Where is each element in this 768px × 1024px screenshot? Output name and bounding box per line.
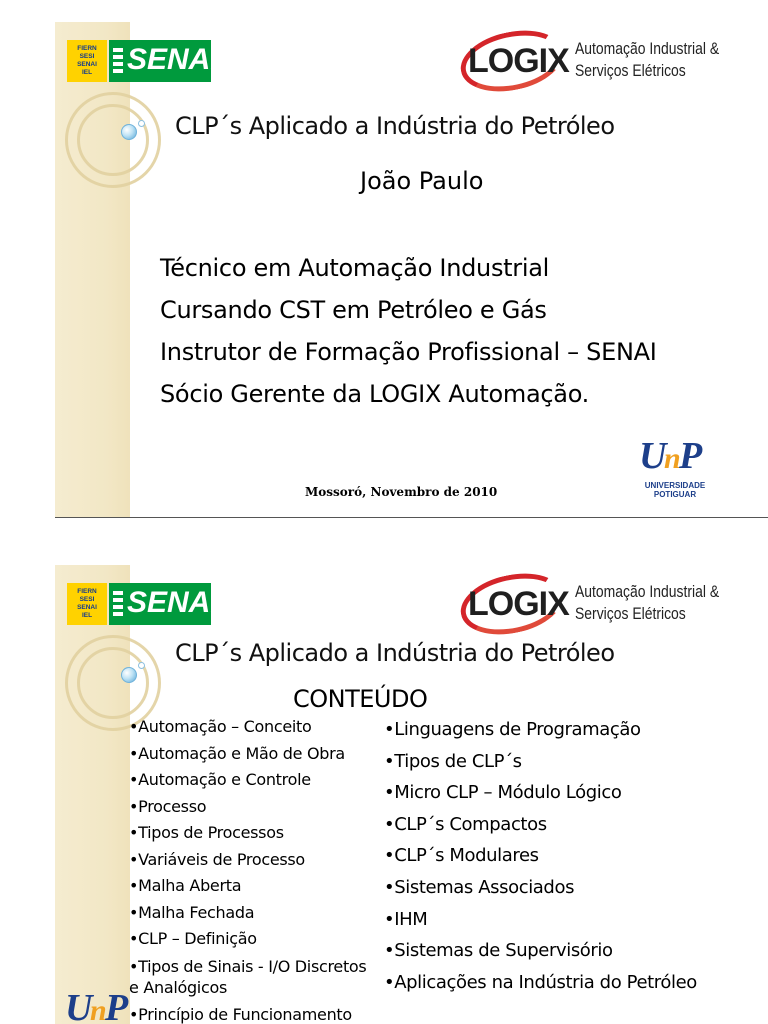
unp-logo <box>63 987 139 1024</box>
unp-mark-letter: P <box>679 435 703 477</box>
unp-mark-letter: P <box>105 987 129 1024</box>
content-item: •IHM <box>384 908 428 930</box>
senai-logo-badge <box>67 583 107 625</box>
logix-logo <box>460 30 570 90</box>
credential-item: Instrutor de Formação Profissional – SENAI <box>160 338 657 366</box>
unp-mark-letter: n <box>90 994 107 1024</box>
content-list-right <box>384 714 764 998</box>
senai-logo-line: FIERN <box>77 45 97 52</box>
logix-tagline-line: Automação Industrial & <box>575 582 720 601</box>
credential-item: Técnico em Automação Industrial <box>160 254 549 282</box>
unp-mark-letter: n <box>664 442 681 475</box>
bubble-icon <box>121 124 137 140</box>
logix-logo <box>460 573 570 633</box>
decorative-ring <box>77 104 149 176</box>
senai-logo-text: SENAI <box>127 43 219 76</box>
content-item: •CLP – Definição <box>129 929 257 948</box>
unp-name <box>637 481 713 499</box>
bubble-icon <box>121 667 137 683</box>
logix-tagline-line: Serviços Elétricos <box>575 61 686 80</box>
senai-logo-line: SENAI <box>77 61 97 68</box>
decorative-side-band <box>55 565 130 1024</box>
unp-mark-icon <box>65 987 137 1024</box>
content-item: •Aplicações na Indústria do Petróleo <box>384 971 697 993</box>
senai-logo-badge <box>67 40 107 82</box>
content-item: •Tipos de Processos <box>129 823 284 842</box>
unp-mark-letter: U <box>65 987 93 1024</box>
decorative-ring <box>77 647 149 719</box>
senai-stripes-icon <box>113 48 123 74</box>
logix-tagline <box>575 38 765 82</box>
content-item: •Princípio de Funcionamento <box>129 1004 352 1024</box>
content-item: •Sistemas Associados <box>384 876 575 898</box>
slide-title: CLP´s Aplicado a Indústria do Petróleo <box>175 639 615 667</box>
content-item: •Automação e Controle <box>129 770 311 789</box>
content-item: •Variáveis de Processo <box>129 849 305 869</box>
content-item: •Micro CLP – Módulo Lógico <box>384 782 622 804</box>
credential-item: Cursando CST em Petróleo e Gás <box>160 296 547 324</box>
content-item: •Automação e Mão de Obra <box>129 743 345 763</box>
logix-tagline <box>575 581 765 625</box>
content-item: •CLP´s Modulares <box>384 845 539 867</box>
senai-logo-wordmark <box>109 40 219 82</box>
content-item: •Malha Fechada <box>129 902 255 922</box>
senai-logo <box>67 40 219 82</box>
senai-logo-line: IEL <box>81 612 93 619</box>
senai-logo-line: IEL <box>81 69 93 76</box>
senai-logo-line: SESI <box>79 53 95 60</box>
unp-name-line: POTIGUAR <box>653 490 697 499</box>
credentials-list <box>160 247 657 415</box>
logix-tagline-line: Automação Industrial & <box>575 39 720 58</box>
content-item: •Automação – Conceito <box>129 717 312 736</box>
credential-item: Sócio Gerente da LOGIX Automação. <box>160 380 590 408</box>
author-name: João Paulo <box>360 167 484 195</box>
logix-logo-text: LOGIX <box>468 42 569 80</box>
content-item: •Processo <box>129 796 207 816</box>
senai-stripes-icon <box>113 591 123 617</box>
content-item: •Tipos de CLP´s <box>384 750 522 772</box>
senai-logo-line: SESI <box>79 596 95 603</box>
slide-1 <box>55 22 768 518</box>
content-list-left <box>129 714 369 1024</box>
content-item: •Tipos de Sinais - I/O Discretos e Analógicos <box>129 956 367 997</box>
unp-mark-icon <box>639 435 711 478</box>
unp-logo <box>637 435 713 512</box>
content-item: •Malha Aberta <box>129 876 242 895</box>
slide-title: CLP´s Aplicado a Indústria do Petróleo <box>175 112 615 140</box>
content-item: •Linguagens de Programação <box>384 719 641 740</box>
content-item: •Sistemas de Supervisório <box>384 940 613 962</box>
senai-logo-line: SENAI <box>77 604 97 611</box>
content-heading: CONTEÚDO <box>293 685 428 713</box>
unp-mark-letter: U <box>639 435 667 477</box>
logix-tagline-line: Serviços Elétricos <box>575 604 686 623</box>
bubble-icon <box>138 120 145 127</box>
senai-logo-text: SENAI <box>127 586 219 619</box>
senai-logo-line: FIERN <box>77 588 97 595</box>
unp-name-line: UNIVERSIDADE <box>644 481 706 490</box>
logix-logo-text: LOGIX <box>468 585 569 623</box>
decorative-side-band <box>55 22 130 517</box>
bubble-icon <box>138 662 145 669</box>
slide-2 <box>55 565 768 1024</box>
content-item: •CLP´s Compactos <box>384 813 547 835</box>
presentation-date: Mossoró, Novembro de 2010 <box>305 485 498 499</box>
senai-logo <box>67 583 219 625</box>
senai-logo-wordmark <box>109 583 219 625</box>
